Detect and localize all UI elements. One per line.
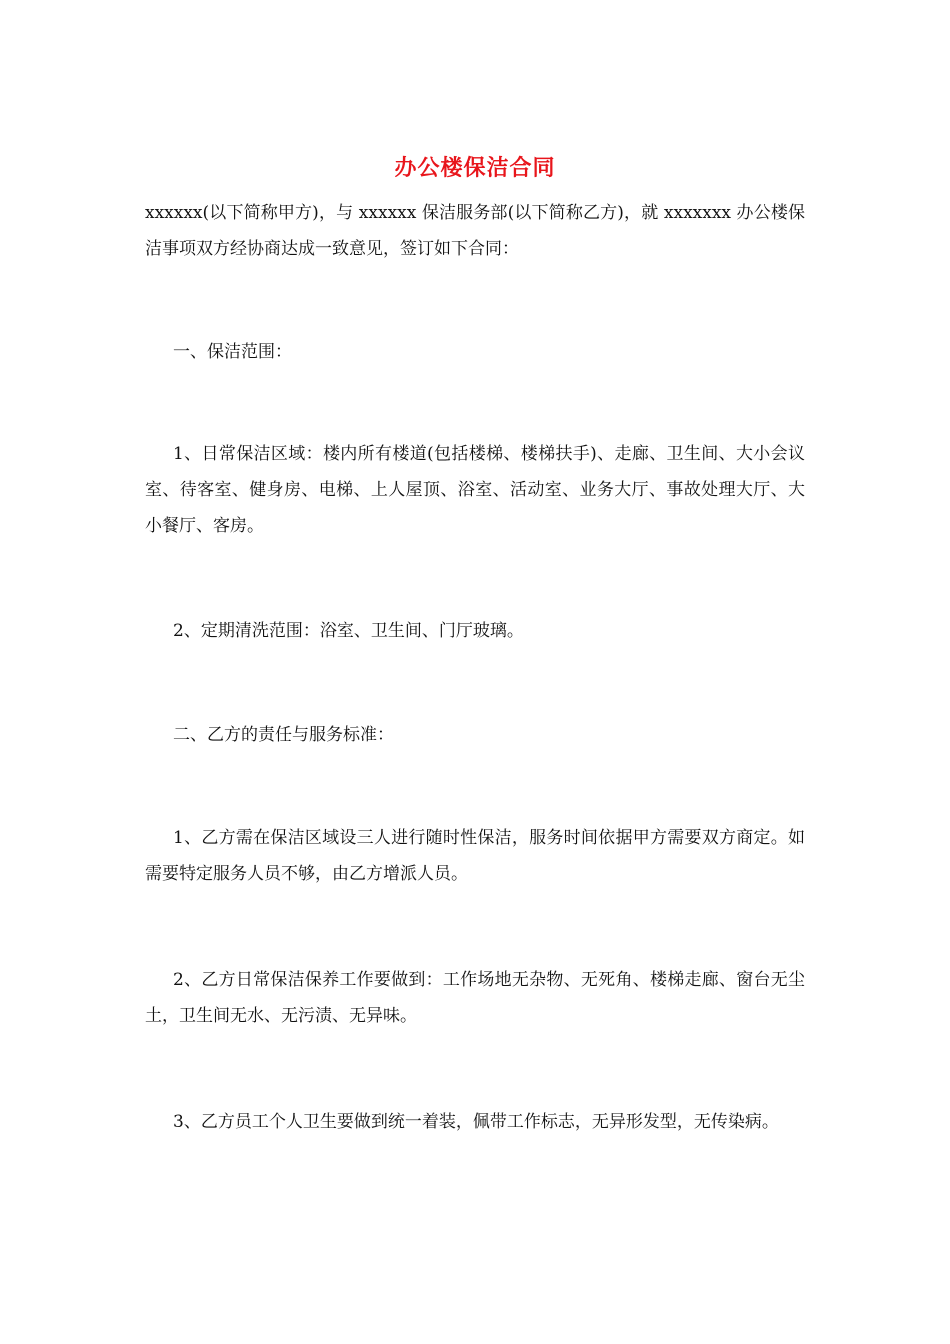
document-title: 办公楼保洁合同: [394, 155, 556, 181]
section-2-item-2: 2、乙方日常保洁保养工作要做到：工作场地无杂物、无死角、楼梯走廊、窗台无尘土，卫生间无水、无污渍、无异味。: [145, 970, 805, 1026]
section-1-item-2: 2、定期清洗范围：浴室、卫生间、门厅玻璃。: [173, 621, 524, 641]
section-1-heading: 一、保洁范围：: [173, 342, 292, 362]
section-2-heading: 二、乙方的责任与服务标准：: [173, 725, 394, 745]
section-2-item-1: 1、乙方需在保洁区域设三人进行随时性保洁，服务时间依据甲方需要双方商定。如需要特定服务人员不够，由乙方增派人员。: [145, 828, 805, 884]
intro-paragraph: xxxxxx(以下简称甲方)，与 xxxxxx 保洁服务部(以下简称乙方)，就 xxxxxxx 办公楼保洁事项双方经协商达成一致意见，签订如下合同：: [145, 203, 805, 259]
section-2-item-3: 3、乙方员工个人卫生要做到统一着装，佩带工作标志，无异形发型，无传染病。: [173, 1112, 779, 1132]
section-1-item-1: 1、日常保洁区域：楼内所有楼道(包括楼梯、楼梯扶手)、走廊、卫生间、大小会议室、待客室、健身房、电梯、上人屋顶、浴室、活动室、业务大厅、事故处理大厅、大小餐厅、客房。: [145, 444, 805, 536]
